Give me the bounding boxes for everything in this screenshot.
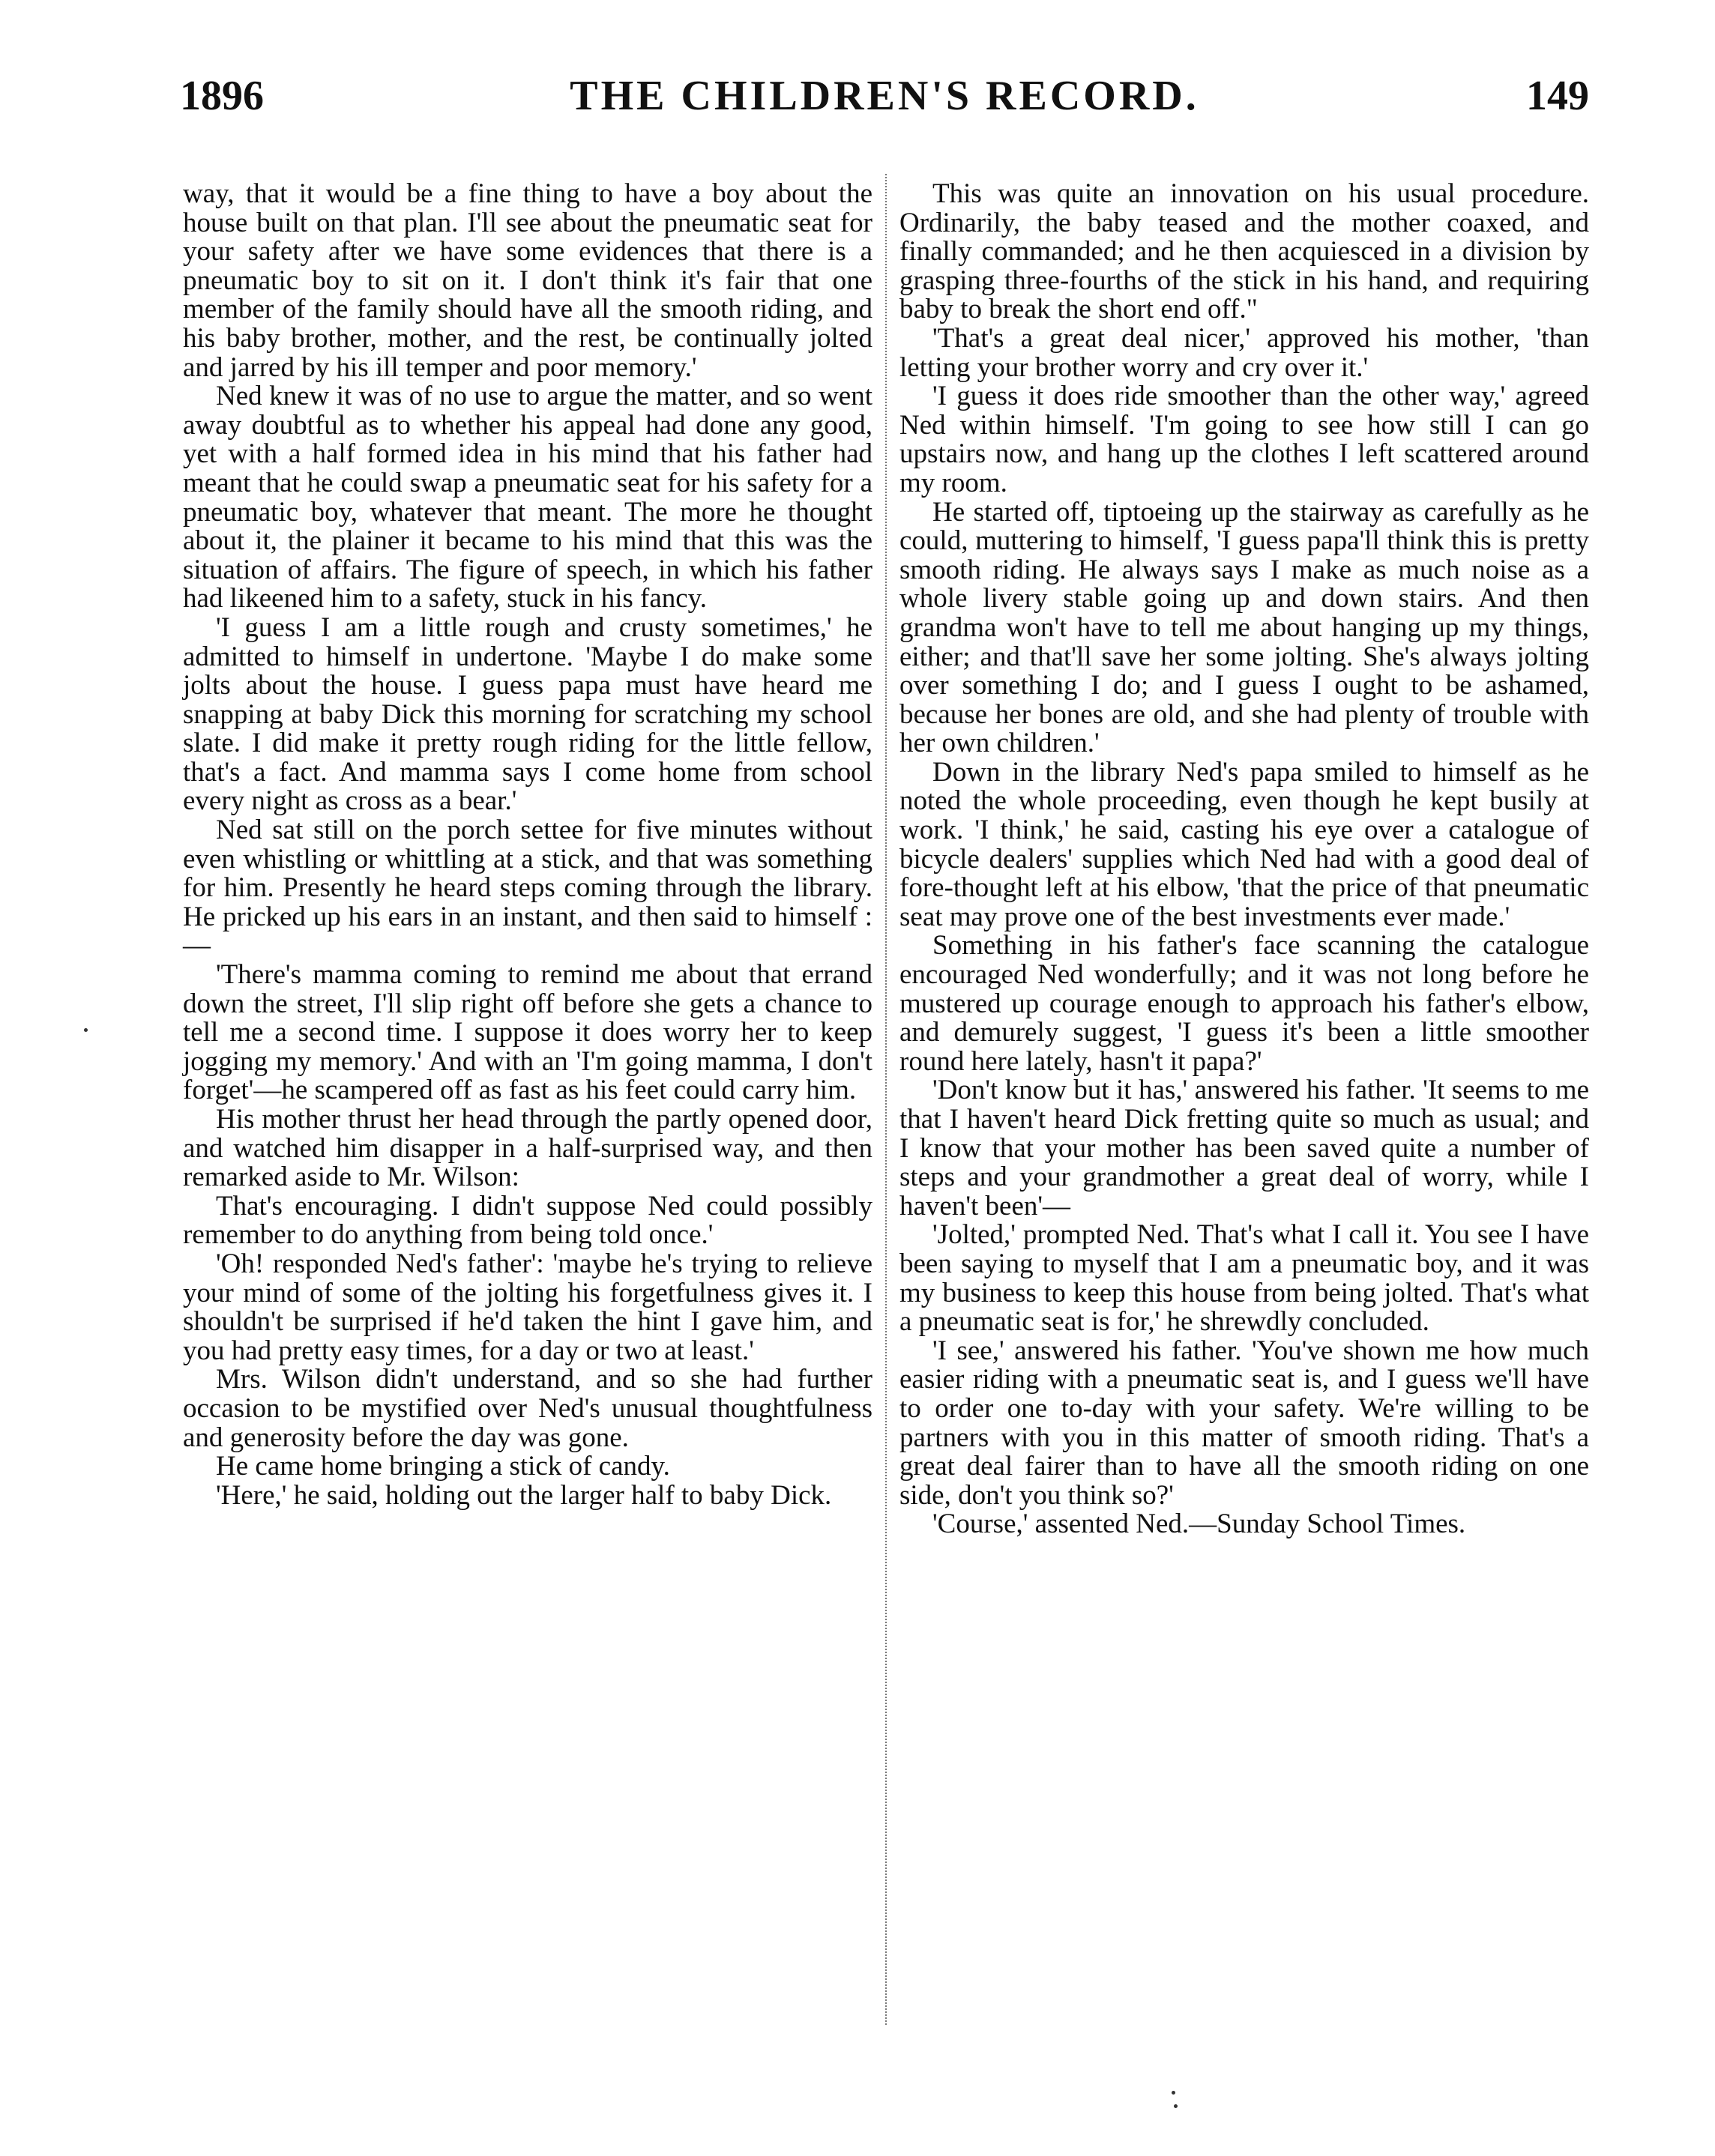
paragraph: Ned knew it was of no use to argue the matter, and so went away doubtful as to whether his appeal had done any good, yet with a half formed idea in his mind that his father had meant that he could swap a pneumatic seat for his safety for a pneumatic boy, whatever that meant. The more he thought about it, the plainer it became to his mind that this was the situation of affairs. The figure of speech, in which his father had likeened him to a safety, stuck in his fancy. bbox=[183, 381, 872, 615]
print-speck bbox=[1174, 2104, 1178, 2108]
right-column bbox=[899, 180, 1589, 1539]
paragraph: Something in his father's face scanning the catalogue encouraged Ned wonderfully; and it was not long before he mustered up courage enough to approach his father's elbow, and demurely suggest, 'I guess it's been a little smoother round here lately, hasn't it papa?' bbox=[899, 930, 1589, 1077]
paragraph: way, that it would be a fine thing to have a boy about the house built on that plan. I'll see about the pneumatic seat for your safety after we have some evidences that there is a pneumatic boy to sit on it. I don't think it's fair that one member of the family should have all the smooth riding, and his baby brother, mother, and the rest, be continually jolted and jarred by his ill temper and poor memory.' bbox=[183, 178, 872, 383]
column-divider bbox=[885, 174, 887, 2025]
paragraph: Mrs. Wilson didn't understand, and so she had further occasion to be mystified over Ned's unusual thoughtfulness and generosity before the day was gone. bbox=[183, 1364, 872, 1453]
print-speck bbox=[1172, 2091, 1175, 2095]
paragraph: Ned sat still on the porch settee for five minutes without even whistling or whittling at a stick, and that was something for him. Presently he heard steps coming through the library. He pricked up his ears in an instant, and then said to himself :— bbox=[183, 815, 872, 961]
header-title: THE CHILDREN'S RECORD. bbox=[570, 73, 1199, 119]
paragraph: That's encouraging. I didn't suppose Ned could possibly remember to do anything from being told once.' bbox=[183, 1190, 872, 1251]
paragraph: He started off, tiptoeing up the stairway as carefully as he could, muttering to himself, 'I guess papa'll think this is pretty smooth riding. He always says I make as much noise as a whole livery stable going up and down stairs. And then grandma won't have to tell me about hanging up my things, either; and that'll save her some jolting. She's always jolting over something I do; and I guess I ought to be ashamed, because her bones are old, and she had plenty of trouble with her own children.' bbox=[899, 496, 1589, 759]
paragraph: 'Oh! responded Ned's father': 'maybe he's trying to relieve your mind of some of the jolting his forgetfulness gives it. I shouldn't be surprised if he'd taken the hint I gave him, and you had pretty easy times, for a day or two at least.' bbox=[183, 1248, 872, 1366]
paragraph: 'Here,' he said, holding out the larger half to baby Dick. bbox=[216, 1479, 832, 1511]
header-year: 1896 bbox=[180, 73, 264, 119]
paragraph: 'There's mamma coming to remind me about that errand down the street, I'll slip right off before she gets a chance to tell me a second time. I suppose it does worry her to keep jogging my memory.' And with an 'I'm going mamma, I don't forget'—he scampered off as fast as his feet could carry him. bbox=[183, 959, 872, 1106]
paragraph: He came home bringing a stick of candy. bbox=[216, 1451, 670, 1482]
paragraph: 'Don't know but it has,' answered his father. 'It seems to me that I haven't heard Dick fretting quite so much as usual; and I know that your mother has been saved quite a number of steps and your grandmother a great deal of worry, while I haven't been'— bbox=[899, 1075, 1589, 1222]
paragraph: His mother thrust her head through the partly opened door, and watched him disapper in a half-surprised way, and then remarked aside to Mr. Wilson: bbox=[183, 1104, 872, 1193]
paragraph: 'I see,' answered his father. 'You've shown me how much easier riding with a pneumatic seat is, and I guess we'll have to order one to-day with your safety. We're willing to be partners with you in this matter of smooth riding. That's a great deal fairer than to have all the smooth riding on one side, don't you think so?' bbox=[899, 1335, 1589, 1511]
left-column bbox=[183, 180, 872, 1510]
paragraph: 'Course,' assented Ned.—Sunday School Times. bbox=[932, 1509, 1466, 1540]
print-speck bbox=[84, 1028, 88, 1032]
paragraph: 'I guess I am a little rough and crusty sometimes,' he admitted to himself in undertone. 'Maybe I do make some jolts about the house. I guess papa must have heard me snapping at baby Dick this morning for scratching my school slate. I did make it pretty rough riding for the little fellow, that's a fact. And mamma says I come home from school every night as cross as a bear.' bbox=[183, 612, 872, 817]
header-page-number: 149 bbox=[1526, 73, 1589, 119]
page-header bbox=[180, 73, 1589, 133]
paragraph: Down in the library Ned's papa smiled to himself as he noted the whole proceeding, even though he kept busily at work. 'I think,' he said, casting his eye over a catalogue of bicycle dealers' supplies which Ned had with a good deal of fore-thought left at his elbow, 'that the price of that pneumatic seat may prove one of the best investments ever made.' bbox=[899, 756, 1589, 932]
paragraph: 'That's a great deal nicer,' approved his mother, 'than letting your brother worry and cry over it.' bbox=[899, 322, 1589, 383]
paragraph: 'I guess it does ride smoother than the other way,' agreed Ned within himself. 'I'm going to see how still I can go upstairs now, and hang up the clothes I left scattered around my room. bbox=[899, 381, 1589, 498]
paragraph: 'Jolted,' prompted Ned. That's what I call it. You see I have been saying to myself that I am a pneumatic boy, and it was my business to keep this house from being jolted. That's what a pneumatic seat is for,' he shrewdly concluded. bbox=[899, 1219, 1589, 1338]
paragraph: This was quite an innovation on his usual procedure. Ordinarily, the baby teased and the mother coaxed, and finally commanded; and he then acquiesced in a division by grasping three-fourths of the stick in his hand, and requiring baby to break the short end off." bbox=[899, 178, 1589, 325]
